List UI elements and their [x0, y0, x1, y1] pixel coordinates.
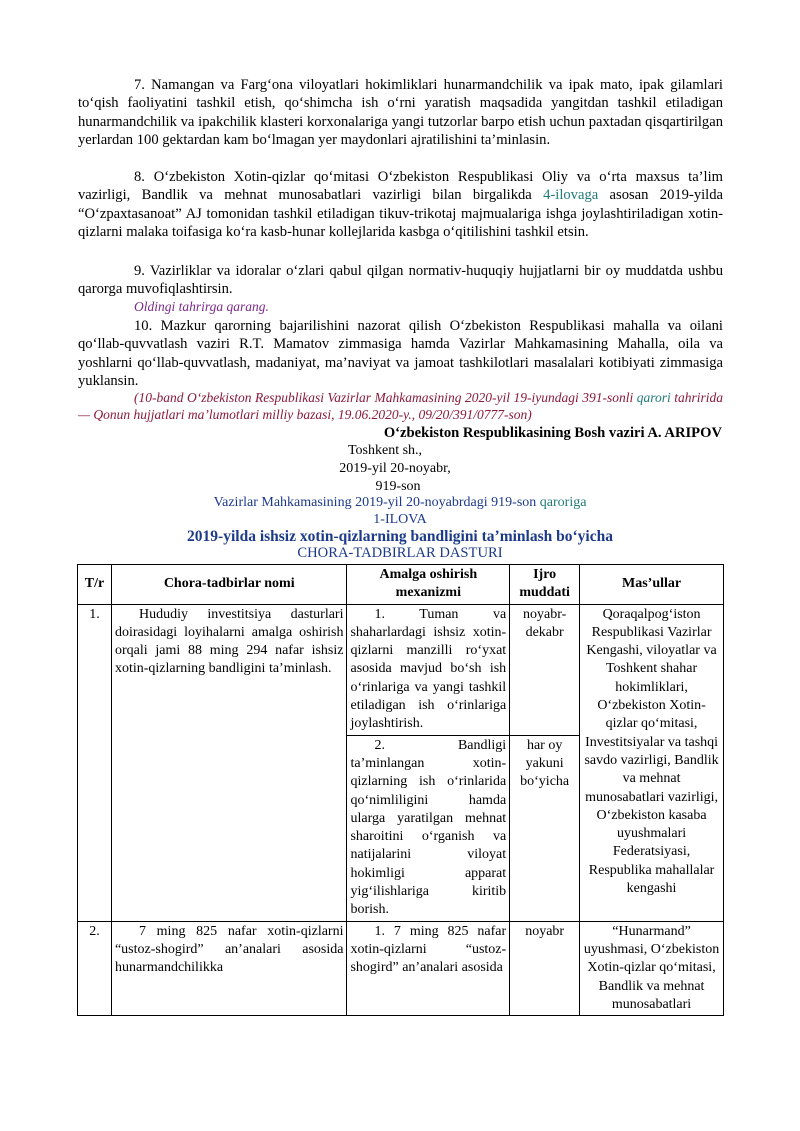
measure-name: Hududiy investitsiya dasturlari doirasidagi loyihalarni amalga oshirish orqali jami 88 ming 294 nafar ishsiz xotin-qizlarning bandligini ta’minlash. [111, 604, 347, 921]
appendix-resolution-link[interactable]: qaroriga [539, 495, 587, 510]
measure-name: 7 ming 825 nafar xotin-qizlarni “ustoz-shogird” an’analari asosida hunarmandchilikka [111, 921, 347, 1015]
table-row [78, 604, 724, 735]
appendix-4-link[interactable]: 4-ilovaga [543, 187, 599, 204]
row-number: 1. [78, 604, 112, 921]
mechanism-item: 2. Bandligi ta’minlangan xotin-qizlarning ish o‘rinlarida qo‘nimliligini hamda ularga yaratilgan mehnat sharoitini o‘rganish va natijalarini viloyat hokimligi apparat yig‘ilishlariga kiritib borish. [347, 735, 510, 921]
paragraph-8-text-a: 8. O‘zbekiston Xotin-qizlar qo‘mitasi O‘zbekiston Respublikasi Oliy va o‘rta maxsus ta’lim vazirligi, Bandlik va mehnat munosabatlari vazirligi bilan birgalikda [78, 169, 723, 204]
amendment-note [78, 389, 723, 423]
paragraph-7: 7. Namangan va Farg‘ona viloyatlari hokimliklari hunarmandchilik va ipak mato, ipak gilamlari to‘qish faoliyatini tashkil etish, qo‘shimcha ish o‘rni yaratish maqsadida yangitdan tashkil etiladigan hunarmandchilik va ipakchilik klasteri korxonalariga yangi tutzorlar barpo etish uchun paxtadan qisqartirilgan yerlardan 100 gektardan kam bo‘lmagan yer maydonlari ajratilishini ta’minlasin. [78, 77, 723, 148]
previous-edition-link[interactable]: Oldingi tahrirga qarang. [134, 299, 269, 314]
appendix-reference-text: Vazirlar Mahkamasining 2019-yil 20-noyabrdagi 919-son [213, 495, 540, 510]
paragraph-8-text-b: asosan 2019-yilda “O‘zpaxtasanoat” AJ tomonidan tashkil etiladigan tikuv-trikotaj majmualariga ishga joylashtiriladigan xotin-qizlarni malaka toifasiga ko‘ra kasb-hunar kollejlarida kasbga o‘qitilishini tashkil etsin. [78, 187, 723, 240]
deadline: har oy yakuni bo‘yicha [510, 735, 580, 921]
amendment-note-text-a: (10-band O‘zbekiston Respublikasi Vazirlar Mahkamasining 2020-yil 19-iyundagi 391-sonli [134, 390, 637, 405]
table-header-row [78, 565, 724, 605]
signature-number: 919-son [375, 479, 421, 494]
appendix-title: 2019-yilda ishsiz xotin-qizlarning bandligini ta’minlash bo‘yicha [187, 528, 613, 545]
header-mechanism: Amalga oshirish mexanizmi [347, 565, 510, 605]
header-measure-name: Chora-tadbirlar nomi [111, 565, 347, 605]
responsible-parties: Qoraqalpog‘iston Respublikasi Vazirlar Kengashi, viloyatlar va Toshkent shahar hokimliklari, O‘zbekiston Xotin-qizlar qo‘mitasi, Investitsiyalar va tashqi savdo vazirligi, Bandlik va mehnat munosabatlari vazirligi, O‘zbekiston kasaba uyushmalari Federatsiyasi, Respublika mahallalar kengashi [580, 604, 724, 921]
paragraph-9: 9. Vazirliklar va idoralar o‘zlari qabul qilgan normativ-huquqiy hujjatlarni bir oy muddatda ushbu qarorga muvofiqlashtirsin. [78, 263, 723, 298]
paragraph-10: 10. Mazkur qarorning bajarilishini nazorat qilish O‘zbekiston Respublikasi mahalla va oilani qo‘llab-quvvatlash vaziri R.T. Mamatov zimmasiga hamda Vazirlar Mahkamasining Mahalla, oila va yoshlarni qo‘llab-quvvatlash, madaniyat, ma’naviyat va jamoat tashkilotlari masalalari kotibiyati zimmasiga yuklansin. [78, 318, 723, 389]
appendix-subtitle: CHORA-TADBIRLAR DASTURI [297, 545, 503, 561]
responsible-parties: “Hunarmand” uyushmasi, O‘zbekiston Xotin-qizlar qo‘mitasi, Bandlik va mehnat munosabatlari [580, 921, 724, 1015]
paragraph-8 [78, 168, 723, 241]
deadline: noyabr-dekabr [510, 604, 580, 735]
signature-date: 2019-yil 20-noyabr, [339, 461, 451, 476]
signature-place: Toshkent sh., [347, 443, 423, 458]
amendment-note-text-b: tahririda — Qonun hujjatlari ma’lumotlari milliy bazasi, 19.06.2020-y., 09/20/391/0777-son) [78, 390, 723, 422]
mechanism-item: 1. Tuman va shaharlardagi ishsiz xotin-qizlarni manzilli ro‘yxat asosida mavjud bo‘sh ish o‘rinlariga va yangi tashkil etiladigan ish o‘rinlariga joylashtirish. [347, 604, 510, 735]
appendix-label: 1-ILOVA [373, 512, 427, 527]
deadline: noyabr [510, 921, 580, 1015]
resolution-link[interactable]: qarori [636, 390, 671, 405]
measures-table [77, 564, 724, 1016]
mechanism-item: 1. 7 ming 825 nafar xotin-qizlarni “ustoz-shogird” an’analari asosida [347, 921, 510, 1015]
header-responsible: Mas’ullar [580, 565, 724, 605]
table-row [78, 921, 724, 1015]
row-number: 2. [78, 921, 112, 1015]
header-deadline: Ijro muddati [510, 565, 580, 605]
appendix-reference [0, 495, 800, 511]
signer-line: O‘zbekiston Respublikasining Bosh vaziri A. ARIPOV [383, 425, 722, 441]
header-number: T/r [78, 565, 112, 605]
